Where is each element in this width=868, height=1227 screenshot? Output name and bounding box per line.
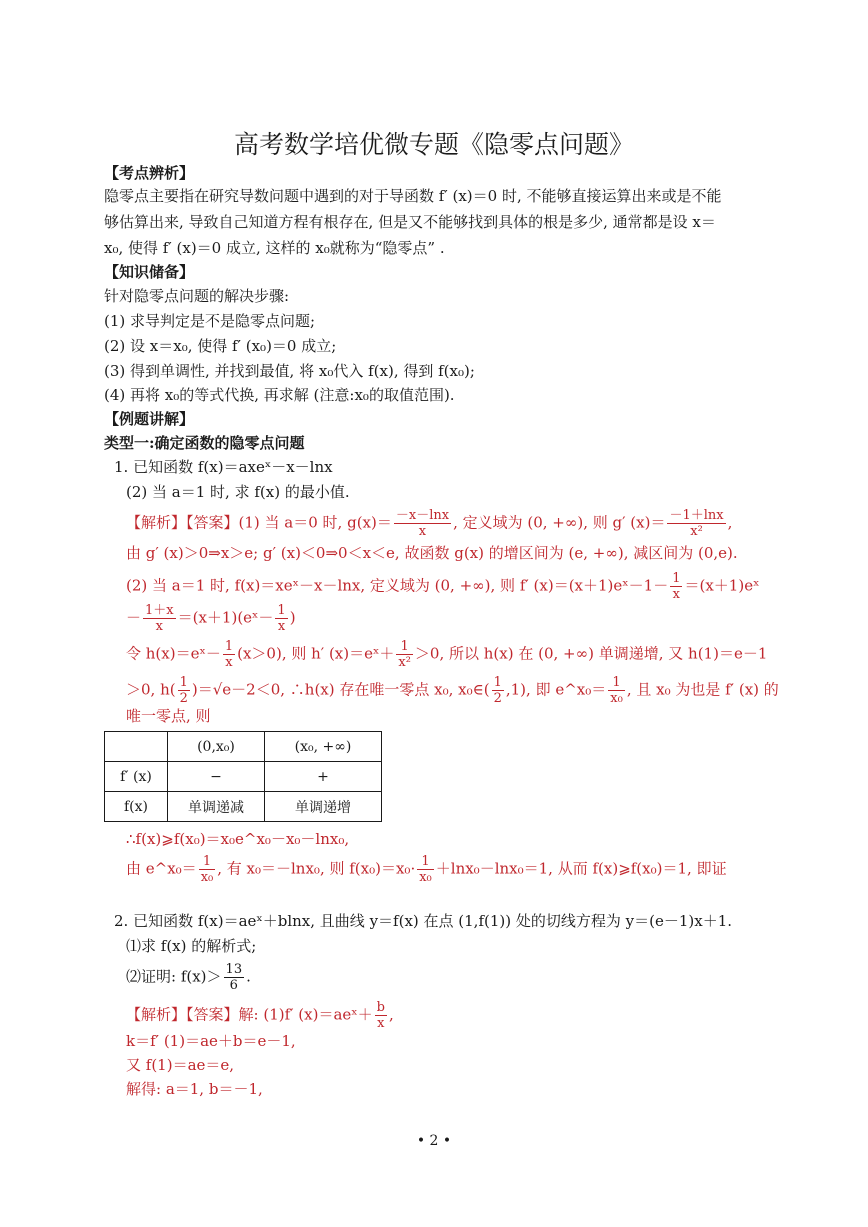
table-cell: f′ (x)	[105, 762, 168, 792]
denominator: x²	[398, 655, 411, 670]
text: (1) 当 a＝0 时, g(x)＝	[238, 513, 392, 532]
ex1-solution-line-8: ∴f(x)⩾f(x₀)＝x₀e^x₀－x₀－lnx₀,	[126, 830, 350, 848]
fraction	[178, 675, 190, 706]
text: ＋lnx₀－lnx₀＝1, 从而 f(x)⩾f(x₀)＝1, 即证	[435, 859, 727, 878]
denominator: x₀	[200, 870, 214, 885]
text: ＝(x＋1)eˣ	[684, 576, 760, 595]
table-cell: −	[168, 762, 265, 792]
monotonicity-table	[104, 731, 382, 822]
denominator: 2	[493, 691, 502, 706]
table-cell: (0,x₀)	[168, 732, 265, 762]
ex2-solution-line-1	[126, 1000, 394, 1031]
answer-tag: 【解析】【答案】	[126, 513, 239, 532]
numerator: 1	[224, 639, 234, 654]
step-3: (3) 得到单调性, 并找到最值, 将 x₀代入 f(x), 得到 f(x₀);	[104, 362, 475, 380]
denominator: x	[418, 524, 427, 539]
ex2-solution-line-2: k＝f′ (1)＝ae＋b＝e－1,	[126, 1032, 296, 1050]
numerator: 1	[493, 675, 502, 690]
text: ＞0, 所以 h(x) 在 (0, +∞) 单调递增, 又 h(1)＝e－1	[414, 644, 768, 663]
numerator: 1	[417, 854, 434, 870]
denominator: x²	[690, 524, 703, 539]
numerator: 1	[179, 675, 188, 690]
denominator: x	[672, 587, 681, 602]
type-heading: 类型一:确定函数的隐零点问题	[104, 434, 305, 452]
ex1-solution-line-6	[126, 675, 779, 706]
fraction	[417, 854, 434, 885]
text: ,1), 即 e^x₀＝	[505, 680, 607, 699]
text: .	[246, 967, 251, 986]
section-heading-zhishi: 【知识储备】	[104, 263, 195, 281]
fraction	[199, 854, 216, 885]
ex1-solution-line-2: 由 g′ (x)＞0⇒x＞e; g′ (x)＜0⇒0＜x＜e, 故函数 g(x) 的增区间为 (e, +∞), 减区间为 (0,e).	[126, 544, 738, 562]
step-1: (1) 求导判定是不是隐零点问题;	[104, 312, 316, 330]
page-title: 高考数学培优微专题《隐零点问题》	[233, 130, 634, 159]
numerator: －1＋lnx	[669, 508, 724, 523]
table-cell: 单调递增	[265, 792, 382, 822]
text: ,	[727, 513, 733, 532]
text: ⑵证明: f(x)＞	[126, 967, 222, 986]
text: (2) 当 a＝1 时, f(x)＝xeˣ－x－lnx, 定义域为 (0, +∞), 则 f′ (x)＝(x＋1)eˣ－1－	[126, 576, 669, 595]
fraction	[492, 675, 504, 706]
text: (x＞0), 则 h′ (x)＝eˣ＋	[237, 644, 395, 663]
text: ,	[388, 1005, 394, 1024]
table-row	[105, 732, 382, 762]
text: 令 h(x)＝eˣ－	[126, 644, 221, 663]
fraction	[667, 508, 725, 539]
numerator: 1	[277, 603, 286, 618]
fraction	[396, 639, 413, 670]
ex1-solution-line-3	[126, 571, 759, 602]
denominator: x	[155, 619, 163, 634]
fraction	[143, 603, 176, 634]
text: , 有 x₀＝－lnx₀, 则 f(x₀)＝x₀·	[217, 859, 416, 878]
table-cell: +	[265, 762, 382, 792]
text: ＝(x＋1)(eˣ－	[177, 608, 274, 627]
numerator: 1	[199, 854, 216, 870]
ex1-solution-line-1	[126, 508, 732, 539]
numerator: 13	[225, 962, 243, 977]
intro-line-2: 够估算出来, 导致自己知道方程有根存在, 但是又不能够找到具体的根是多少, 通常都是设 x＝	[104, 213, 716, 231]
text: －	[126, 608, 142, 627]
table-cell: (x₀, +∞)	[265, 732, 382, 762]
step-4: (4) 再将 x₀的等式代换, 再求解 (注意:x₀的取值范围).	[104, 386, 455, 404]
intro-line-1: 隐零点主要指在研究导数问题中遇到的对于导函数 f′ (x)＝0 时, 不能够直接运算出来或是不能	[104, 187, 722, 205]
text: 解: (1)f′ (x)＝aeˣ＋	[238, 1005, 373, 1024]
text: ＞0, h(	[126, 680, 176, 699]
denominator: x	[277, 619, 286, 634]
fraction	[394, 508, 451, 539]
denominator: x₀	[419, 870, 432, 885]
text: )＝√e－2＜0, ∴h(x) 存在唯一零点 x₀, x₀∈(	[191, 680, 490, 699]
ex2-solution-line-3: 又 f(1)＝ae＝e,	[126, 1056, 235, 1074]
text: 由 e^x₀＝	[126, 859, 197, 878]
fraction	[375, 1000, 387, 1031]
ex1-question-part2: (2) 当 a＝1 时, 求 f(x) 的最小值.	[126, 483, 350, 501]
numerator: 1	[396, 639, 413, 655]
ex1-solution-line-7: 唯一零点, 则	[126, 707, 211, 725]
numerator: 1＋x	[145, 603, 174, 618]
fraction	[224, 962, 245, 993]
ex2-question: 2. 已知函数 f(x)＝aeˣ＋blnx, 且曲线 y＝f(x) 在点 (1,f(1)) 处的切线方程为 y＝(e－1)x＋1.	[114, 912, 733, 930]
table-row	[105, 762, 382, 792]
ex2-question-part2	[126, 962, 251, 993]
numerator: －x－lnx	[395, 508, 450, 523]
fraction	[275, 603, 287, 634]
fraction	[223, 639, 235, 670]
denominator: 2	[179, 691, 188, 706]
table-row	[105, 792, 382, 822]
numerator: b	[376, 1000, 385, 1015]
section-heading-liti: 【例题讲解】	[104, 410, 195, 428]
text: , 定义域为 (0, +∞), 则 g′ (x)＝	[453, 513, 666, 532]
ex2-solution-line-4: 解得: a＝1, b＝－1,	[126, 1080, 263, 1098]
ex1-question: 1. 已知函数 f(x)＝axeˣ－x－lnx	[114, 458, 333, 476]
section-heading-kaodian: 【考点辨析】	[104, 164, 195, 182]
ex1-solution-line-9	[126, 854, 727, 885]
numerator: 1	[608, 675, 625, 691]
ex1-solution-line-4	[126, 603, 296, 634]
denominator: 6	[229, 978, 238, 993]
table-cell: f(x)	[105, 792, 168, 822]
page-number: • 2 •	[416, 1133, 452, 1149]
fraction	[608, 675, 625, 706]
table-cell	[105, 732, 168, 762]
text: , 且 x₀ 为也是 f′ (x) 的	[626, 680, 779, 699]
text: )	[289, 608, 296, 627]
denominator: x	[225, 655, 233, 670]
answer-tag: 【解析】【答案】	[126, 1005, 239, 1024]
denominator: x₀	[610, 691, 623, 706]
step-intro: 针对隐零点问题的解决步骤:	[104, 287, 290, 305]
denominator: x	[377, 1016, 385, 1031]
intro-line-3: x₀, 使得 f′ (x)＝0 成立, 这样的 x₀就称为“隐零点” .	[104, 239, 445, 257]
ex2-question-part1: ⑴求 f(x) 的解析式;	[126, 937, 257, 955]
fraction	[670, 571, 682, 602]
numerator: 1	[672, 571, 681, 586]
ex1-solution-line-5	[126, 639, 767, 670]
table-cell: 单调递减	[168, 792, 265, 822]
step-2: (2) 设 x＝x₀, 使得 f′ (x₀)＝0 成立;	[104, 337, 337, 355]
